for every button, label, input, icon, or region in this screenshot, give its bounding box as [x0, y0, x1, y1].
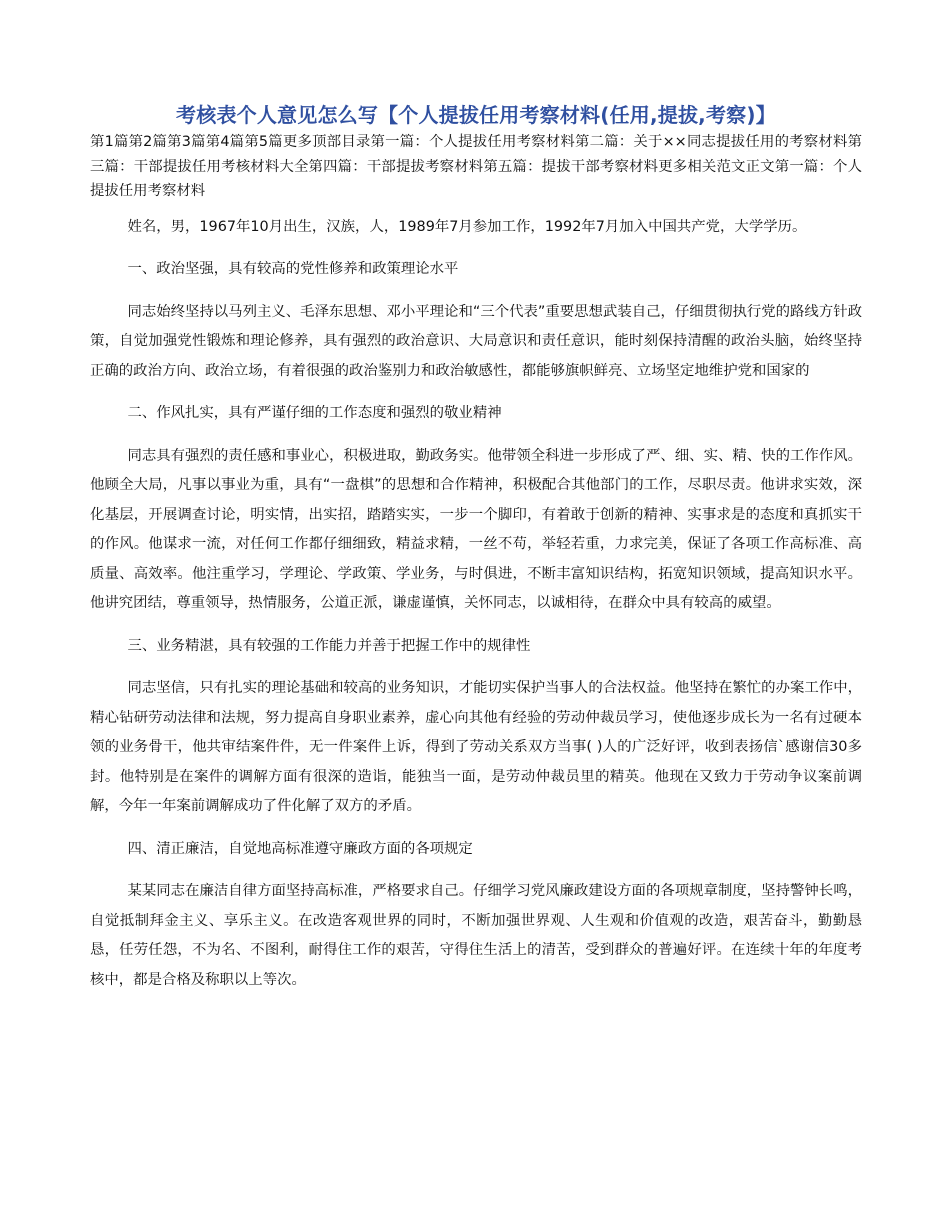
- spacer: [90, 285, 862, 298]
- section-body-3: 同志坚信，只有扎实的理论基础和较高的业务知识，才能切实保护当事人的合法权益。他坚持在繁忙的办案工作中，精心钻研劳动法律和法规，努力提高自身职业素养，虚心向其他有经验的劳动仲裁员学习，使他逐步成长为一名有过硬本领的业务骨干，他共审结案件件，无一件案件上诉，得到了劳动关系双方当事( )人的广泛好评，收到表扬信`感谢信30多封。他特别是在案件的调解方面有很深的造诣，能独当一面，是劳动仲裁员里的精英。他现在又致力于劳动争议案前调解，今年一年案前调解成功了件化解了双方的矛盾。: [90, 680, 862, 814]
- section-heading-4: 四、清正廉洁，自觉地高标准遵守廉政方面的各项规定: [127, 840, 473, 857]
- intro-paragraph: 第1篇第2篇第3篇第4篇第5篇更多顶部目录第一篇：个人提拔任用考察材料第二篇：关于××同志提拔任用的考察材料第三篇：干部提拔任用考核材料大全第四篇：干部提拔考察材料第五篇：提拔干部考察材料更多相关范文正文第一篇：个人提拔任用考察材料: [90, 134, 862, 199]
- section-heading-2: 二、作风扎实，具有严谨仔细的工作态度和强烈的敬业精神: [127, 405, 502, 421]
- section-body-2: 同志具有强烈的责任感和事业心，积极进取，勤政务实。他带领全科进一步形成了严、细、实、精、快的工作作风。他顾全大局，凡事以事业为重，具有“一盘棋”的思想和合作精神，积极配合其他部门的工作，尽职尽责。他讲求实效，深化基层，开展调查讨论，明实情，出实招，踏踏实实，一步一个脚印，有着敢于创新的精神、实事求是的态度和真抓实干的作风。他谋求一流，对任何工作都仔细细致，精益求精，一丝不苟，举轻若重，力求完美，保证了各项工作高标准、高质量、高效率。他注重学习，学理论、学政策、学业务，与时俱进，不断丰富知识结构，拓宽知识领域，提高知识水平。他讲究团结，尊重领导，热情服务，公道正派，谦虚谨慎，关怀同志，以诚相待，在群众中具有较高的威望。: [90, 447, 862, 611]
- spacer: [90, 429, 862, 442]
- spacer: [90, 204, 862, 213]
- document-page: [90, 100, 862, 995]
- section-body-1: 同志始终坚持以马列主义、毛泽东思想、邓小平理论和“三个代表”重要思想武装自己，仔细贯彻执行党的路线方针政策，自觉加强党性锻炼和理论修养，具有强烈的政治意识、大局意识和责任意识，能时刻保持清醒的政治头脑，始终坚持正确的政治方向、政治立场，有着很强的政治鉴别力和政治敏感性，都能够旗帜鲜亮、立场坚定地维护党和国家的: [90, 303, 862, 379]
- document-title: 考核表个人意见怎么写【个人提拔任用考察材料(任用,提拔,考察)】: [176, 103, 776, 127]
- spacer: [90, 822, 862, 835]
- spacer: [90, 242, 862, 255]
- spacer: [90, 864, 862, 877]
- spacer: [90, 661, 862, 674]
- section-heading-3: 三、业务精湛，具有较强的工作能力并善于把握工作中的规律性: [127, 637, 531, 654]
- section-heading-1: 一、政治坚强，具有较高的党性修养和政策理论水平: [127, 261, 459, 277]
- section-body-4: 某某同志在廉洁自律方面坚持高标准，严格要求自己。仔细学习党风廉政建设方面的各项规章制度，坚持警钟长鸣，自觉抵制拜金主义、享乐主义。在改造客观世界的同时，不断加强世界观、人生观和价值观的改造，艰苦奋斗，勤勤恳恳，任劳任怨，不为名、不图利，耐得住工作的艰苦，守得住生活上的清苦，受到群众的普遍好评。在连续十年的年度考核中，都是合格及称职以上等次。: [90, 883, 862, 988]
- spacer: [90, 386, 862, 399]
- spacer: [90, 619, 862, 632]
- basic-info-paragraph: 姓名，男，1967年10月出生，汉族，人，1989年7月参加工作，1992年7月加入中国共产党，大学学历。: [127, 218, 807, 235]
